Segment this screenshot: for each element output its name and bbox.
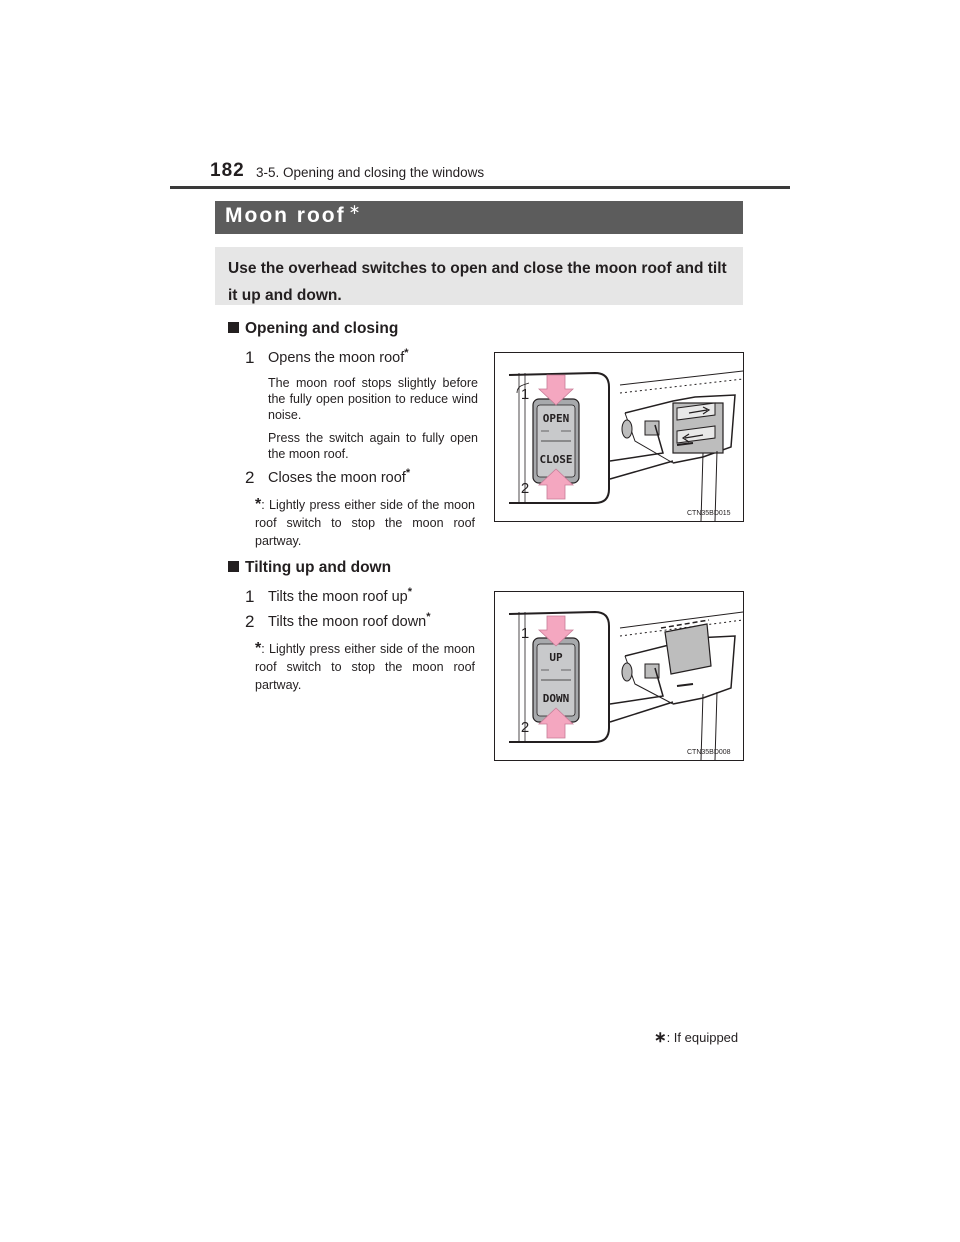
step-number-1: 1 [245,348,255,367]
step-number-1: 1 [245,587,255,606]
page-number: 182 [210,160,245,181]
heading-tilting [228,559,391,577]
item-tilts-up [268,586,412,605]
equipped-star: ∗ [348,201,363,217]
callout-1: 1 [520,625,530,642]
footnote-text: : If equipped [666,1030,739,1045]
switch-label-down: DOWN [542,692,570,705]
item-tilts-up-text: Tilts the moon roof up [268,589,408,605]
figure-open-close-drawing [495,353,743,521]
note-text: : Lightly press either side of the moon roof switch to stop the moon roof partway. [255,498,475,548]
asterisk-mark: * [407,586,412,598]
equipped-star: ∗ [654,1029,667,1046]
page-title-text: Moon roof [225,204,346,227]
step-number-2: 2 [245,612,255,631]
asterisk-mark: * [405,467,411,479]
switch-label-up: UP [549,651,563,664]
section-title: 3-5. Opening and closing the windows [256,165,485,180]
switch-label-close: CLOSE [539,453,573,466]
item-tilts-down [268,611,431,630]
heading-text: Tilting up and down [245,559,392,576]
step-number-2: 2 [245,468,255,487]
para-stops-slightly: The moon roof stops slightly before the fully open position to reduce wind noise. [268,376,478,422]
callout-1: 1 [520,386,530,403]
asterisk-mark: * [255,496,262,513]
intro-box [215,247,743,305]
callout-2: 2 [520,719,530,736]
page-title [225,201,363,228]
heading-text: Opening and closing [245,320,399,337]
figure-up-down-drawing [495,592,743,760]
item-opens [268,347,409,366]
figure-code: CTN35BD015 [687,510,731,517]
intro-text: Use the overhead switches to open and close the moon roof and tilt it up and down. [228,260,727,304]
callout-2: 2 [520,480,530,497]
note-text: : Lightly press either side of the moon roof switch to stop the moon roof partway. [255,642,475,692]
figure-up-down [494,591,744,761]
switch-label-open: OPEN [542,412,570,425]
asterisk-mark: * [404,347,409,359]
asterisk-mark: * [255,640,262,657]
note-opening [255,496,475,550]
item-tilts-down-text: Tilts the moon roof down [268,614,427,630]
note-tilting [255,640,475,694]
square-bullet-icon [228,561,239,572]
square-bullet-icon [228,322,239,333]
figure-code: CTN35BD008 [687,749,731,756]
heading-opening-closing [228,320,398,338]
header-rule [170,186,790,189]
asterisk-mark: * [426,611,431,623]
item-opens-text: Opens the moon roof [268,350,405,366]
title-bar [215,201,743,234]
item-closes-text: Closes the moon roof [268,470,406,486]
footnote [654,1028,738,1046]
figure-open-close [494,352,744,522]
item-closes [268,467,411,486]
para-press-again: Press the switch again to fully open the moon roof. [268,431,478,461]
